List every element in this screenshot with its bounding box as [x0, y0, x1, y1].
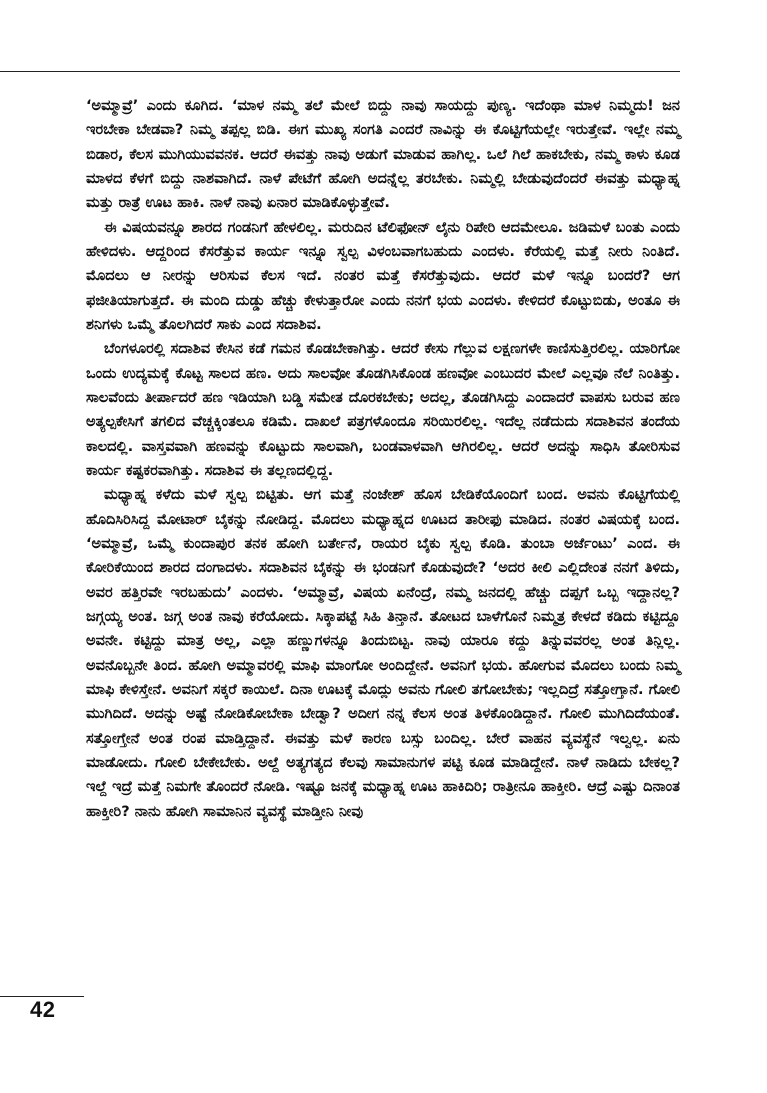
paragraph-4: ಮಧ್ಯಾಹ್ನ ಕಳೆದು ಮಳೆ ಸ್ವಲ್ಪ ಬಿಟ್ಟಿತು. ಆಗ ಮತ್ತೆ ನಂಜೇಶ್ ಹೊಸ ಬೇಡಿಕೆಯೊಂದಿಗೆ ಬಂದ. ಅವನು ಕೊಟ್ಟಿಗೆಯಲ್ಲಿ ಹೊದಿಸಿರಿಸಿದ್ದ ಮೋಟಾರ್ ಬೈಕನ್ನು ನೋಡಿದ್ದ. ಮೊದಲು ಮಧ್ಯಾಹ್ನದ ಊಟದ ತಾರೀಫು ಮಾಡಿದ. ನಂತರ ವಿಷಯಕ್ಕೆ ಬಂದ. ‘ಅಮ್ಮಾವ್ರೆ, ಒಮ್ಮೆ ಕುಂದಾಪುರ ತನಕ ಹೋಗಿ ಬರ್ತೇನೆ, ರಾಯರ ಬೈಕು ಸ್ವಲ್ಪ ಕೊಡಿ. ತುಂಬಾ ಅರ್ಜೆಂಟು’ ಎಂದ. ಈ ಕೋರಿಕೆಯಿಂದ ಶಾರದ ದಂಗಾದಳು. ಸದಾಶಿವನ ಬೈಕನ್ನು ಈ ಭಂಡನಿಗೆ ಕೊಡುವುದೇ? ‘ಅದರ ಕೀಲಿ ಎಲ್ಲಿದೇಂತ ನನಗೆ ತಿಳಿದು, ಅವರ ಹತ್ತಿರವೇ ಇರಬಹುದು’ ಎಂದಳು. ‘ಅಮ್ಮಾವ್ರೆ, ವಿಷಯ ಏನೆಂದ್ರೆ, ನಮ್ಮ ಜನದಲ್ಲಿ ಹೆಚ್ಚು ದಪ್ಪಗೆ ಒಬ್ಬ ಇದ್ದಾನಲ್ಲ? ಜಗ್ಗಯ್ಯ ಅಂತ. ಜಗ್ಗ ಅಂತ ನಾವು ಕರೆಯೋದು. ಸಿಕ್ಕಾಪಟ್ಟೆ ಸಿಹಿ ತಿನ್ತಾನೆ. ತೋಟದ ಬಾಳೆಗೊನೆ ನಿಮ್ಮತ್ರ ಕೇಳದೆ ಕಡಿದು ಕಟ್ಟಿದ್ದೂ ಅವನೇ. ಕಟ್ಟಿದ್ದು ಮಾತ್ರ ಅಲ್ಲ, ಎಲ್ಲಾ ಹಣ್ಣುಗಳನ್ನೂ ತಿಂದುಬಿಟ್ಟ. ನಾವು ಯಾರೂ ಕದ್ದು ತಿನ್ನುವವರಲ್ಲ ಅಂತ ತಿನ್ಲಿಲ್ಲ. ಅವನೊಬ್ಬನೇ ತಿಂದ. ಹೋಗಿ ಅಮ್ಮಾವರಲ್ಲಿ ಮಾಫಿ ಮಾಂಗೋ ಅಂದಿದ್ದೇನೆ. ಅವನಿಗೆ ಭಯ. ಹೋಗುವ ಮೊದಲು ಬಂದು ನಿಮ್ಮ ಮಾಫಿ ಕೇಳಿಸ್ತೇನೆ. ಅವನಿಗೆ ಸಕ್ಕರೆ ಕಾಯಿಲೆ. ದಿನಾ ಊಟಕ್ಕೆ ಮೊದ್ಲು ಅವನು ಗೋಲಿ ತಗೋಬೇಕು; ಇಲ್ಲದಿದ್ರೆ ಸತ್ತೋಗ್ತಾನೆ. ಗೋಲಿ ಮುಗಿದಿದೆ. ಅದನ್ನು ಅಷ್ಟೆ ನೋಡಿಕೋಬೇಕಾ ಬೇಡ್ವಾ? ಅದೀಗ ನನ್ನ ಕೆಲಸ ಅಂತ ತಿಳಕೊಂಡಿದ್ದಾನೆ. ಗೋಲಿ ಮುಗಿದಿದೆಯಂತೆ. ಸತ್ತೋಗ್ತೇನೆ ಅಂತ ರಂಪ ಮಾಡ್ತಿದ್ದಾನೆ. ಈವತ್ತು ಮಳೆ ಕಾರಣ ಬಸ್ಸು ಬಂದಿಲ್ಲ. ಬೇರೆ ವಾಹನ ವ್ಯವಸ್ಥೆನೆ ಇಲ್ವಲ್ಲ. ಏನು ಮಾಡೋದು. ಗೋಲಿ ಬೇಕೇಬೇಕು. ಅಲ್ದೆ ಅತ್ಯಗತ್ಯದ ಕೆಲವು ಸಾಮಾನುಗಳ ಪಟ್ಟಿ ಕೂಡ ಮಾಡಿದ್ದೇನೆ. ನಾಳೆ ನಾಡಿದು ಬೇಕಲ್ಲ? ಇಲ್ದೆ ಇದ್ರೆ ಮತ್ತೆ ನಿಮಗೇ ತೊಂದರೆ ನೋಡಿ. ಇಷ್ಟೂ ಜನಕ್ಕೆ ಮಧ್ಯಾಹ್ನ ಊಟ ಹಾಕಿದಿರಿ; ರಾತ್ರೀನೂ ಹಾಕ್ತೀರಿ. ಆದ್ರೆ ಎಷ್ಟು ದಿನಾಂತ ಹಾಕ್ತೀರಿ? ನಾನು ಹೋಗಿ ಸಾಮಾನಿನ ವ್ಯವಸ್ಥೆ ಮಾಡ್ತೀನಿ ನೀವು	[86, 486, 680, 820]
page-number: 42	[30, 997, 56, 1022]
body-text	[86, 94, 680, 824]
paragraph-1: ‘ಅಮ್ಮಾವ್ರೆ’ ಎಂದು ಕೂಗಿದ. ‘ಮಾಳ ನಮ್ಮ ತಲೆ ಮೇಲೆ ಬಿದ್ದು ನಾವು ಸಾಯದ್ದು ಪುಣ್ಯ. ಇದೆಂಥಾ ಮಾಳ ನಿಮ್ಮದು! ಜನ ಇರಬೇಕಾ ಬೇಡವಾ? ನಿಮ್ಮ ತಪ್ಪಲ್ಲ ಬಿಡಿ. ಈಗ ಮುಖ್ಯ ಸಂಗತಿ ಎಂದರೆ ನಾವಿನ್ನು ಈ ಕೊಟ್ಟಿಗೆಯಲ್ಲೇ ಇರುತ್ತೇವೆ. ಇಲ್ಲೇ ನಮ್ಮ ಬಿಡಾರ, ಕೆಲಸ ಮುಗಿಯುವವನಕ. ಆದರೆ ಈವತ್ತು ನಾವು ಅಡುಗೆ ಮಾಡುವ ಹಾಗಿಲ್ಲ. ಒಲೆ ಗಿಲೆ ಹಾಕಬೇಕು, ನಮ್ಮ ಕಾಳು ಕೂಡ ಮಾಳದ ಕೆಳಗೆ ಬಿದ್ದು ನಾಶವಾಗಿದೆ. ನಾಳೆ ಪೇಟೆಗೆ ಹೋಗಿ ಅದನ್ನೆಲ್ಲ ತರಬೇಕು. ನಿಮ್ಮಲ್ಲಿ ಬೇಡುವುದೆಂದರೆ ಈವತ್ತು ಮಧ್ಯಾಹ್ನ ಮತ್ತು ರಾತ್ರೆ ಊಟ ಹಾಕಿ. ನಾಳೆ ನಾವು ಏನಾರ ಮಾಡಿಕೊಳ್ಳುತ್ತೇವೆ.	[86, 97, 680, 212]
paragraph-3: ಬೆಂಗಳೂರಲ್ಲಿ ಸದಾಶಿವ ಕೇಸಿನ ಕಡೆ ಗಮನ ಕೊಡಬೇಕಾಗಿತ್ತು. ಆದರೆ ಕೇಸು ಗೆಲ್ಲುವ ಲಕ್ಷಣಗಳೇ ಕಾಣಿಸುತ್ತಿರಲಿಲ್ಲ. ಯಾರಿಗೋ ಒಂದು ಉದ್ಯಮಕ್ಕೆ ಕೊಟ್ಟ ಸಾಲದ ಹಣ. ಅದು ಸಾಲವೋ ತೊಡಗಿಸಿಕೊಂಡ ಹಣವೋ ಎಂಬುದರ ಮೇಲೆ ಎಲ್ಲವೂ ನೆಲೆ ನಿಂತಿತ್ತು. ಸಾಲವೆಂದು ತೀರ್ಪಾದರೆ ಹಣ ಇಡಿಯಾಗಿ ಬಡ್ಡಿ ಸಮೇತ ದೊರಕಬೇಕು; ಅದಲ್ಲ, ತೊಡಗಿಸಿದ್ದು ಎಂದಾದರೆ ವಾಪಸು ಬರುವ ಹಣ ಅತ್ಯಲ್ಪಕೇಸಿಗೆ ತಗಲಿದ ವೆಚ್ಚಕ್ಕಿಂತಲೂ ಕಡಿಮೆ. ದಾಖಲೆ ಪತ್ರಗಳೊಂದೂ ಸರಿಯಿರಲಿಲ್ಲ. ಇದೆಲ್ಲ ನಡೆದುದು ಸದಾಶಿವನ ತಂದೆಯ ಕಾಲದಲ್ಲಿ. ವಾಸ್ತವವಾಗಿ ಹಣವನ್ನು ಕೊಟ್ಟುದು ಸಾಲವಾಗಿ, ಬಂಡವಾಳವಾಗಿ ಆಗಿರಲಿಲ್ಲ. ಆದರೆ ಅದನ್ನು ಸಾಧಿಸಿ ತೋರಿಸುವ ಕಾರ್ಯ ಕಷ್ಟಕರವಾಗಿತ್ತು. ಸದಾಶಿವ ಈ ತಲ್ಲಣದಲ್ಲಿದ್ದ.	[86, 340, 680, 479]
paragraph-2: ಈ ವಿಷಯವನ್ನೂ ಶಾರದ ಗಂಡನಿಗೆ ಹೇಳಲಿಲ್ಲ. ಮರುದಿನ ಟೆಲಿಫೋನ್ ಲೈನು ರಿಪೇರಿ ಆದಮೇಲೂ. ಜಡಿಮಳೆ ಬಂತು ಎಂದು ಹೇಳಿದಳು. ಆದ್ದರಿಂದ ಕೆಸರೆತ್ತುವ ಕಾರ್ಯ ಇನ್ನೂ ಸ್ವಲ್ಪ ವಿಳಂಬವಾಗಬಹುದು ಎಂದಳು. ಕೆರೆಯಲ್ಲಿ ಮತ್ತೆ ನೀರು ನಿಂತಿದೆ. ಮೊದಲು ಆ ನೀರನ್ನು ಆರಿಸುವ ಕೆಲಸ ಇದೆ. ನಂತರ ಮತ್ತೆ ಕೆಸರೆತ್ತುವುದು. ಆದರೆ ಮಳೆ ಇನ್ನೂ ಬಂದರೆ? ಆಗ ಫಜೀತಿಯಾಗುತ್ತದೆ. ಈ ಮಂದಿ ದುಡ್ಡು ಹೆಚ್ಚು ಕೇಳುತ್ತಾರೋ ಎಂದು ನನಗೆ ಭಯ ಎಂದಳು. ಕೇಳಿದರೆ ಕೊಟ್ಟುಬಿಡು, ಅಂತೂ ಈ ಶನಿಗಳು ಒಮ್ಮೆ ತೊಲಗಿದರೆ ಸಾಕು ಎಂದ ಸದಾಶಿವ.	[86, 218, 680, 333]
header-rule	[0, 71, 680, 72]
